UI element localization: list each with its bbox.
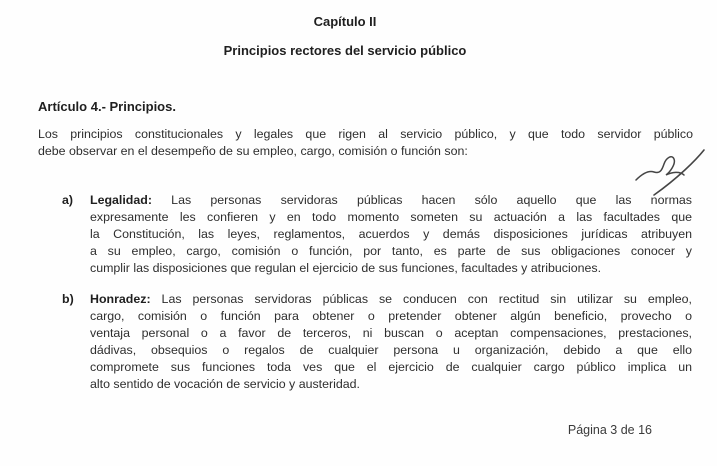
- page-number: Página 3 de 16: [567, 423, 652, 437]
- section-title: Principios rectores del servicio público: [223, 43, 467, 58]
- intro-paragraph: Los principios constitucionales y legales que rigen al servicio público, y que todo servidor público debe observar en el desempeño de su empleo, cargo, comisión o función son:: [38, 127, 693, 158]
- list-item-honradez: [62, 291, 717, 393]
- list-item-text: Legalidad: Las personas servidoras públicas hacen sólo aquello que las normas expresamente les confieren y en todo momento someten su actuación a las facultades que la Constitución, las leyes, reglamentos, acuerdos y demás disposiciones jurídicas atribuyen a su empleo, cargo, comisión o función, por tanto, es parte de sus obligaciones conocer y cumplir las disposiciones que regulan el ejercicio de sus funciones, facultades y atribuciones.: [90, 193, 692, 275]
- article-heading: Artículo 4.- Principios.: [38, 99, 176, 114]
- list-item-label: a): [62, 193, 74, 207]
- chapter-title: Capítulo II: [313, 14, 377, 29]
- handwritten-initials-mark: [634, 146, 710, 198]
- list-item-label: b): [62, 292, 74, 306]
- list-item-legalidad: [62, 192, 717, 277]
- principles-list: [62, 192, 717, 393]
- list-item-text-highlighted: Honradez: Las personas servidoras públicas se conducen con rectitud sin utilizar su empleo, cargo, comisión o función para obtener o pretender obtener algún beneficio, provecho o ventaja personal o a favor de terceros, ni buscan o aceptan compensaciones, prestaciones, dádivas, obsequios o regalos de cualquier persona u organización, debido a que ello compromete sus funciones toda ves que el ejercicio de cualquier cargo público implica un alto sentido de vocación de servicio y austeridad.: [90, 292, 692, 391]
